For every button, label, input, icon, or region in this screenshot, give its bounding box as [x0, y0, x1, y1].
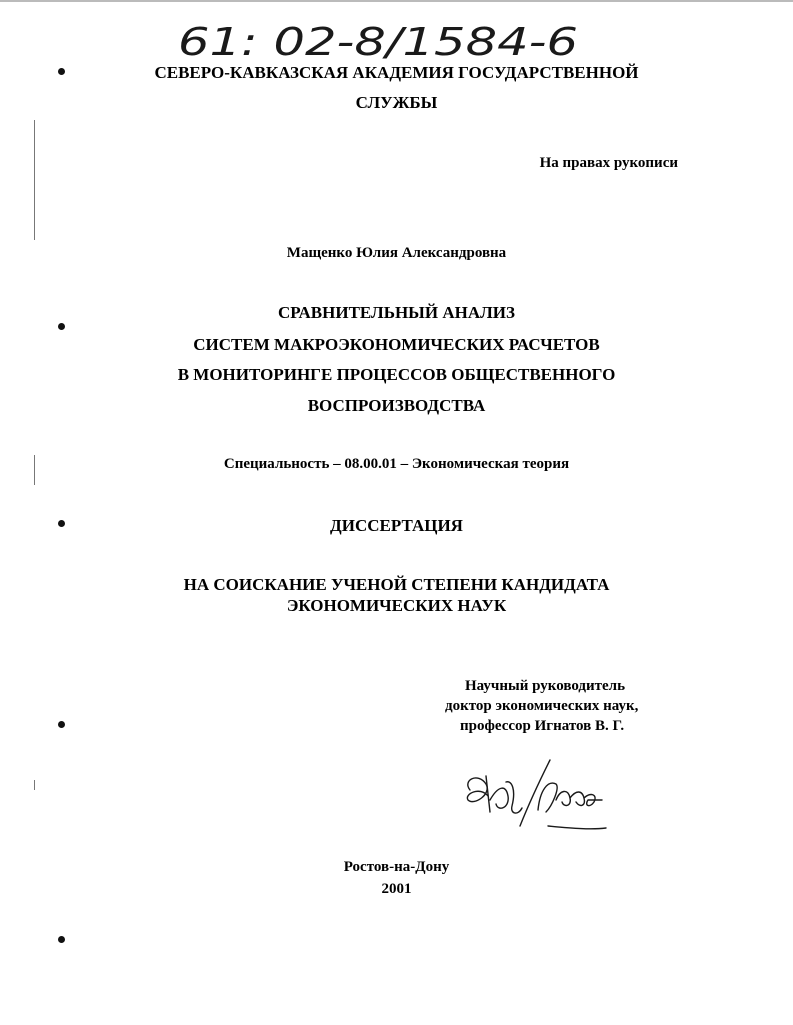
handwritten-archive-code	[0, 0, 793, 70]
institution-line-2: СЛУЖБЫ	[355, 93, 438, 112]
scan-edge-mark	[34, 120, 35, 240]
work-type-heading: ДИССЕРТАЦИЯ	[330, 516, 463, 535]
manuscript-rights-label: На правах рукописи	[539, 155, 678, 171]
title-line-2: СИСТЕМ МАКРОЭКОНОМИЧЕСКИХ РАСЧЕТОВ	[193, 335, 600, 354]
author-name: Мащенко Юлия Александровна	[286, 245, 507, 261]
title-line-3: В МОНИТОРИНГЕ ПРОЦЕССОВ ОБЩЕСТВЕННОГО	[177, 365, 616, 384]
degree-line-1: НА СОИСКАНИЕ УЧЕНОЙ СТЕПЕНИ КАНДИДАТА	[183, 575, 610, 594]
handwritten-code-text: 61: 02-8/1584-6	[178, 20, 578, 64]
binder-hole-dot	[58, 323, 65, 330]
scan-edge-mark	[34, 780, 35, 790]
title-line-1: СРАВНИТЕЛЬНЫЙ АНАЛИЗ	[278, 303, 515, 322]
binder-hole-dot	[58, 936, 65, 943]
degree-line-2: ЭКОНОМИЧЕСКИХ НАУК	[286, 596, 507, 615]
binder-hole-dot	[58, 721, 65, 728]
institution-line-1: СЕВЕРО-КАВКАЗСКАЯ АКАДЕМИЯ ГОСУДАРСТВЕННОЙ	[154, 63, 639, 82]
year: 2001	[381, 881, 412, 897]
city: Ростов-на-Дону	[343, 859, 450, 875]
title-line-4: ВОСПРОИЗВОДСТВА	[307, 396, 486, 415]
supervisor-line-1: Научный руководитель	[465, 678, 625, 694]
specialty-line: Специальность – 08.00.01 – Экономическая теория	[223, 456, 570, 472]
supervisor-line-2: доктор экономических наук,	[445, 698, 639, 714]
supervisor-line-3: профессор Игнатов В. Г.	[460, 718, 625, 734]
